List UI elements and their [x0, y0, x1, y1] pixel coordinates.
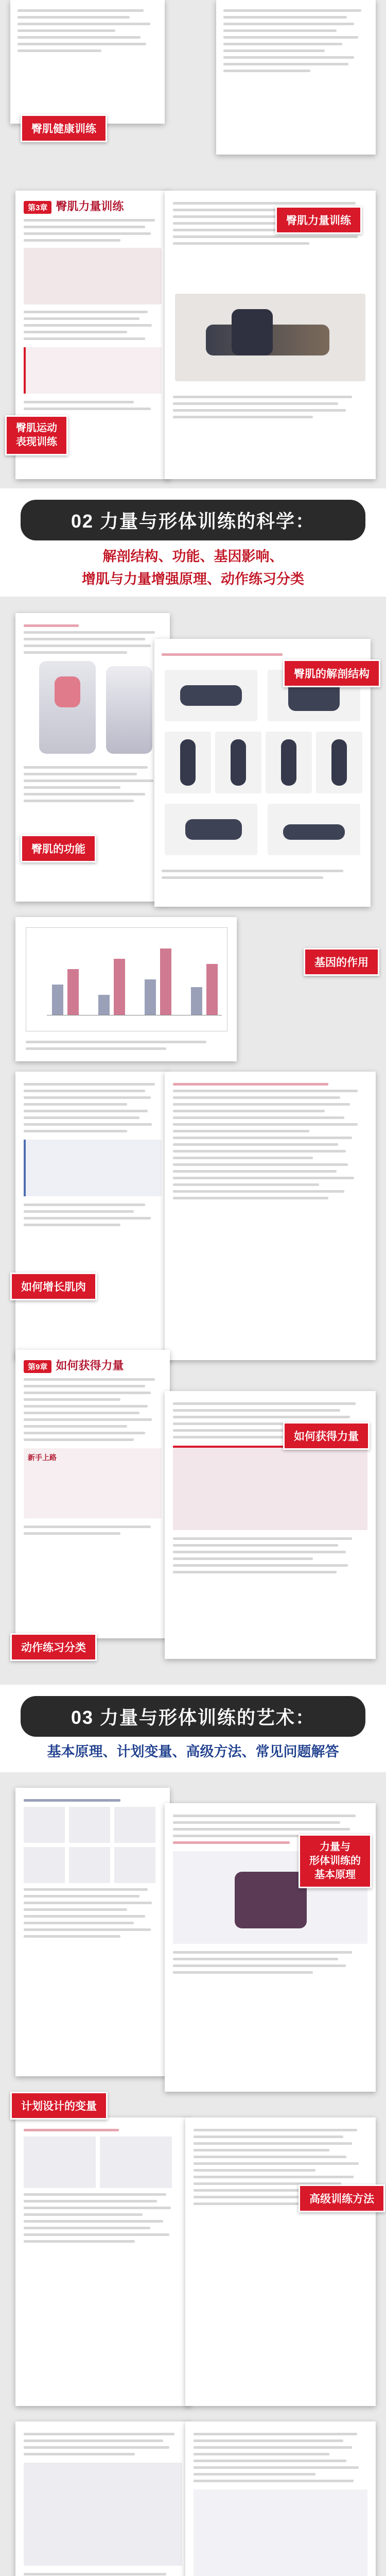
- tag-gain-strength: 如何获得力量: [283, 1422, 370, 1450]
- book-page-strength-left: [15, 1350, 170, 1638]
- tag-line-3: 基本原理: [314, 1869, 356, 1880]
- section-03-band: [0, 1685, 386, 1772]
- book-page-hypertrophy-right: [165, 1072, 376, 1360]
- section-02-band: [0, 488, 386, 597]
- chapter3-badge: 第3章: [24, 201, 51, 214]
- tag-grow-muscle: 如何增长肌肉: [10, 1273, 97, 1300]
- tag-line-1: 力量与: [320, 1841, 350, 1853]
- book-page-bottom-left: [15, 2421, 190, 2576]
- section-03-subtitle: 基本原理、计划变量、高级方法、常见问题解答: [47, 1744, 339, 1759]
- tag-glute-anatomy: 臀肌的解剖结构: [283, 659, 380, 687]
- section-02-title: 02 力量与形体训练的科学：: [21, 500, 365, 540]
- book-page-advanced-right: [185, 2117, 376, 2406]
- section-02-subtitle-line-1: 解剖结构、功能、基因影响、: [102, 549, 284, 564]
- section-02-subtitle-line-2: 增肌与力量增强原理、动作练习分类: [82, 571, 304, 587]
- sidebar-box-head: 新手上路: [28, 1453, 57, 1462]
- book-page-top-left: [10, 0, 165, 124]
- book-page-top-right: [216, 0, 376, 155]
- tag-glute-motion-training: [5, 415, 68, 455]
- section-03-title: 03 力量与形体训练的艺术：: [21, 1696, 365, 1737]
- tag-basic-principles: [299, 1834, 372, 1888]
- book-page-principles-left: [15, 1788, 170, 2076]
- book-page-hypertrophy-left: [15, 1072, 170, 1360]
- page-head-grow-strength: 如何获得力量: [56, 1359, 124, 1372]
- book-page-advanced-left: [15, 2117, 190, 2406]
- tag-gene-role: 基因的作用: [304, 948, 379, 976]
- tag-glute-function: 臀肌的功能: [21, 835, 96, 862]
- tag-line-2: 形体训练的: [309, 1855, 361, 1867]
- tag-program-variables: 计划设计的变量: [10, 2092, 108, 2120]
- tag-movement-classification: 动作练习分类: [10, 1633, 97, 1661]
- chapter9-badge: 第9章: [24, 1360, 51, 1373]
- book-page-bottom-right: [185, 2421, 376, 2576]
- tag-advanced-methods: 高级训练方法: [299, 2184, 385, 2212]
- tag-line-2: 表现训练: [16, 436, 57, 448]
- tag-glute-health: 臀肌健康训练: [21, 114, 107, 142]
- page-head-glute-strength: 臀肌力量训练: [56, 200, 124, 213]
- tag-glute-strength-training: 臀肌力量训练: [275, 206, 362, 234]
- book-page-genes: [15, 917, 237, 1061]
- book-page-exercise-photo: [165, 191, 376, 479]
- tag-line-1: 臀肌运动: [16, 422, 57, 434]
